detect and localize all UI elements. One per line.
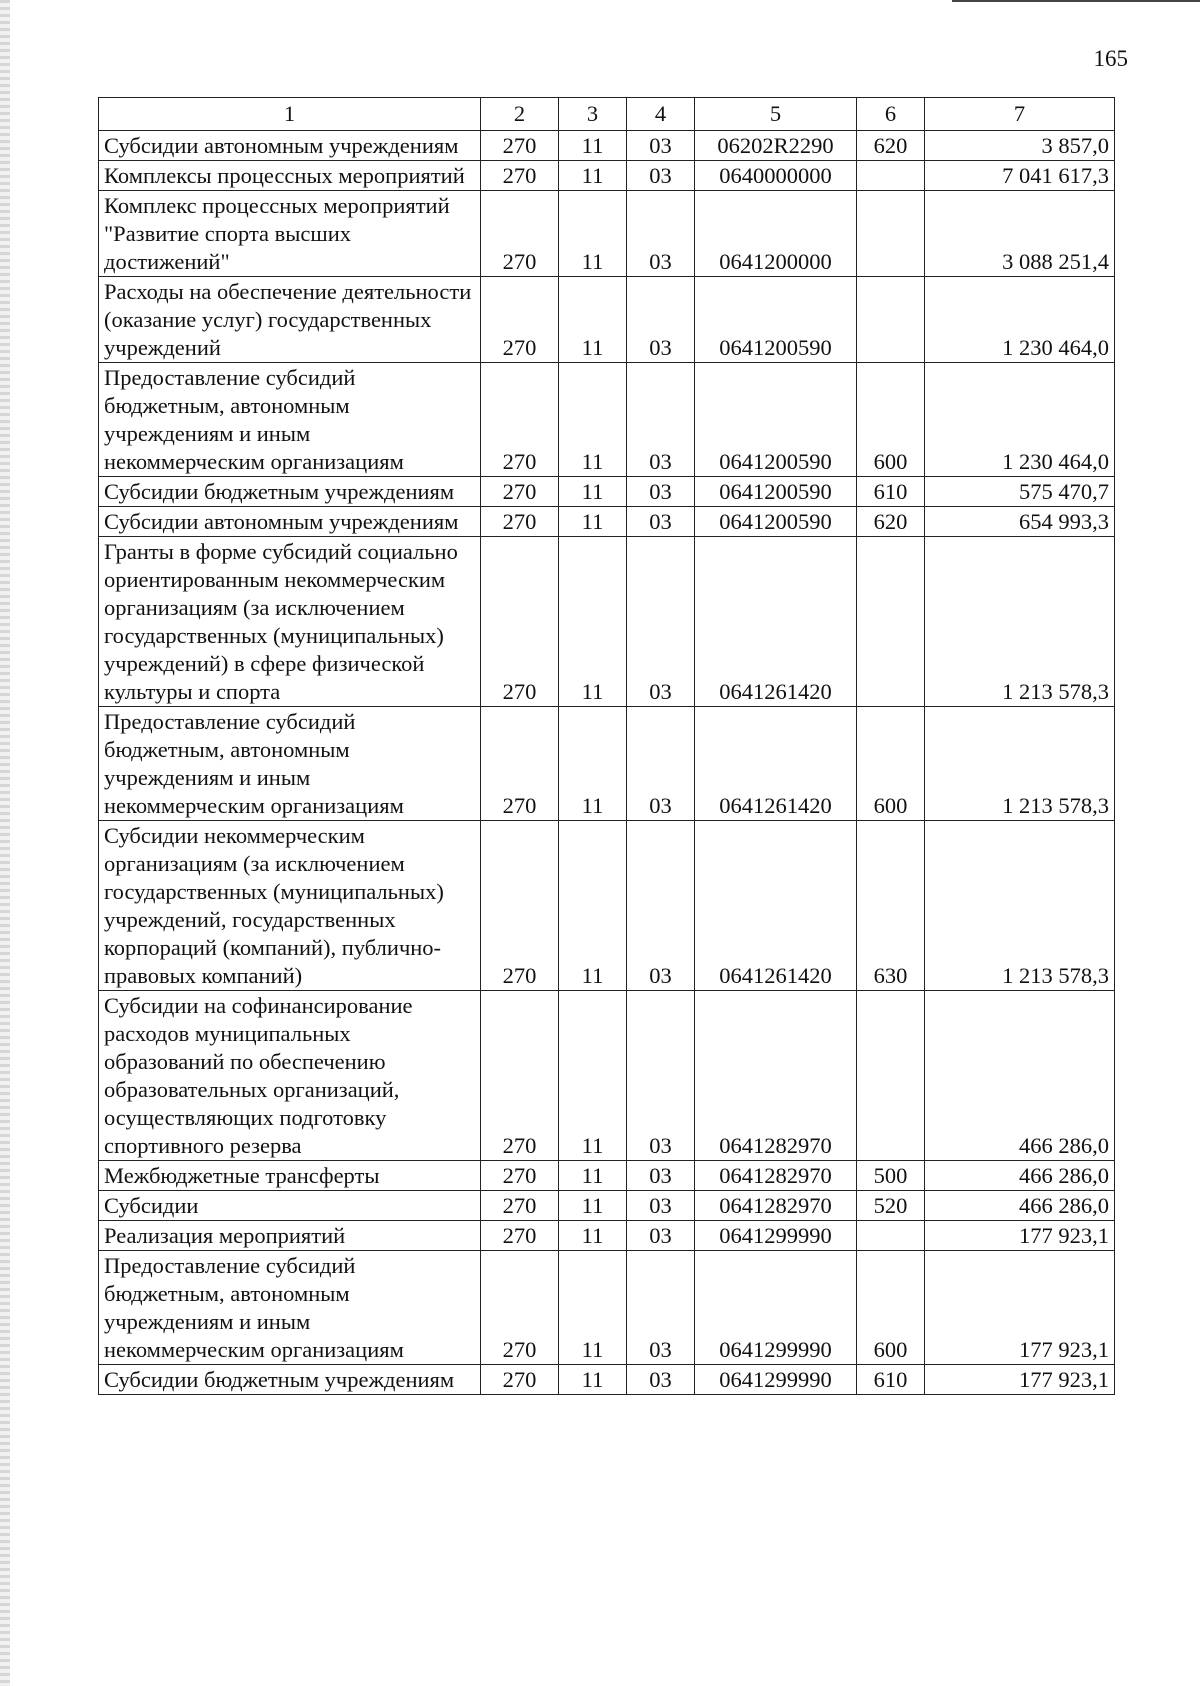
cell-item-name: Субсидии некоммерческим организациям (за исключением государственных (муниципальных) учреждений, государственных корпораций (компаний), публично-правовых компаний) — [99, 821, 481, 991]
cell-subsection-code: 03 — [627, 537, 695, 707]
cell-amount: 575 470,7 — [925, 477, 1115, 507]
cell-subsection-code: 03 — [627, 477, 695, 507]
cell-item-name: Межбюджетные трансферты — [99, 1161, 481, 1191]
cell-ministry-code: 270 — [481, 1191, 559, 1221]
cell-ministry-code: 270 — [481, 821, 559, 991]
cell-item-name: Предоставление субсидий бюджетным, автономным учреждениям и иным некоммерческим организациям — [99, 363, 481, 477]
cell-subsection-code: 03 — [627, 1191, 695, 1221]
cell-subsection-code: 03 — [627, 1161, 695, 1191]
cell-subsection-code: 03 — [627, 821, 695, 991]
cell-expense-type-code — [857, 277, 925, 363]
cell-amount: 3 088 251,4 — [925, 191, 1115, 277]
cell-subsection-code: 03 — [627, 507, 695, 537]
table-row — [99, 1161, 1115, 1191]
cell-item-name: Субсидии автономным учреждениям — [99, 507, 481, 537]
cell-section-code: 11 — [559, 991, 627, 1161]
cell-target-article-code: 0641299990 — [695, 1365, 857, 1395]
cell-subsection-code: 03 — [627, 1221, 695, 1251]
page-number: 165 — [1093, 46, 1128, 71]
scan-edge — [0, 0, 10, 1686]
cell-amount: 654 993,3 — [925, 507, 1115, 537]
cell-ministry-code: 270 — [481, 477, 559, 507]
cell-ministry-code: 270 — [481, 507, 559, 537]
table-row — [99, 131, 1115, 161]
cell-subsection-code: 03 — [627, 161, 695, 191]
cell-expense-type-code — [857, 537, 925, 707]
column-index: 7 — [925, 98, 1115, 131]
table-row — [99, 537, 1115, 707]
cell-target-article-code: 0641261420 — [695, 707, 857, 821]
cell-section-code: 11 — [559, 507, 627, 537]
cell-expense-type-code: 610 — [857, 1365, 925, 1395]
cell-ministry-code: 270 — [481, 991, 559, 1161]
cell-ministry-code: 270 — [481, 1221, 559, 1251]
cell-target-article-code: 0641299990 — [695, 1221, 857, 1251]
cell-target-article-code: 0641299990 — [695, 1251, 857, 1365]
cell-expense-type-code — [857, 191, 925, 277]
column-index: 3 — [559, 98, 627, 131]
cell-subsection-code: 03 — [627, 191, 695, 277]
cell-target-article-code: 0640000000 — [695, 161, 857, 191]
table-row — [99, 1191, 1115, 1221]
scan-rule — [952, 0, 1200, 2]
cell-section-code: 11 — [559, 707, 627, 821]
table-row — [99, 991, 1115, 1161]
cell-amount: 1 213 578,3 — [925, 537, 1115, 707]
column-index: 4 — [627, 98, 695, 131]
cell-target-article-code: 0641200000 — [695, 191, 857, 277]
cell-ministry-code: 270 — [481, 363, 559, 477]
cell-target-article-code: 0641282970 — [695, 1191, 857, 1221]
cell-target-article-code: 0641200590 — [695, 507, 857, 537]
cell-ministry-code: 270 — [481, 707, 559, 821]
table-row — [99, 363, 1115, 477]
cell-section-code: 11 — [559, 821, 627, 991]
cell-ministry-code: 270 — [481, 1161, 559, 1191]
table-row — [99, 277, 1115, 363]
cell-subsection-code: 03 — [627, 363, 695, 477]
cell-target-article-code: 0641200590 — [695, 277, 857, 363]
cell-item-name: Субсидии — [99, 1191, 481, 1221]
cell-section-code: 11 — [559, 191, 627, 277]
cell-amount: 1 213 578,3 — [925, 821, 1115, 991]
cell-expense-type-code — [857, 991, 925, 1161]
cell-item-name: Предоставление субсидий бюджетным, автономным учреждениям и иным некоммерческим организациям — [99, 1251, 481, 1365]
column-index: 6 — [857, 98, 925, 131]
cell-expense-type-code: 600 — [857, 363, 925, 477]
cell-amount: 1 230 464,0 — [925, 277, 1115, 363]
cell-amount: 177 923,1 — [925, 1251, 1115, 1365]
cell-amount: 466 286,0 — [925, 1161, 1115, 1191]
cell-section-code: 11 — [559, 1365, 627, 1395]
cell-item-name: Расходы на обеспечение деятельности (оказание услуг) государственных учреждений — [99, 277, 481, 363]
column-index: 2 — [481, 98, 559, 131]
column-index: 5 — [695, 98, 857, 131]
cell-target-article-code: 06202R2290 — [695, 131, 857, 161]
cell-item-name: Субсидии бюджетным учреждениям — [99, 477, 481, 507]
cell-expense-type-code: 610 — [857, 477, 925, 507]
cell-expense-type-code: 520 — [857, 1191, 925, 1221]
cell-target-article-code: 0641261420 — [695, 821, 857, 991]
cell-amount: 1 213 578,3 — [925, 707, 1115, 821]
table-row — [99, 161, 1115, 191]
cell-ministry-code: 270 — [481, 191, 559, 277]
table-row — [99, 477, 1115, 507]
table-row — [99, 821, 1115, 991]
cell-subsection-code: 03 — [627, 277, 695, 363]
table-row — [99, 707, 1115, 821]
cell-ministry-code: 270 — [481, 131, 559, 161]
cell-item-name: Комплекс процессных мероприятий "Развитие спорта высших достижений" — [99, 191, 481, 277]
cell-item-name: Субсидии на софинансирование расходов муниципальных образований по обеспечению образовательных организаций, осуществляющих подготовку спортивного резерва — [99, 991, 481, 1161]
cell-item-name: Субсидии бюджетным учреждениям — [99, 1365, 481, 1395]
cell-target-article-code: 0641200590 — [695, 363, 857, 477]
table-row — [99, 1221, 1115, 1251]
cell-item-name: Гранты в форме субсидий социально ориентированным некоммерческим организациям (за исключением государственных (муниципальных) учреждений) в сфере физической культуры и спорта — [99, 537, 481, 707]
table-row — [99, 1251, 1115, 1365]
cell-section-code: 11 — [559, 477, 627, 507]
cell-subsection-code: 03 — [627, 707, 695, 821]
cell-item-name: Комплексы процессных мероприятий — [99, 161, 481, 191]
cell-expense-type-code: 600 — [857, 1251, 925, 1365]
cell-section-code: 11 — [559, 1221, 627, 1251]
cell-expense-type-code: 620 — [857, 131, 925, 161]
cell-target-article-code: 0641261420 — [695, 537, 857, 707]
cell-item-name: Субсидии автономным учреждениям — [99, 131, 481, 161]
cell-expense-type-code: 600 — [857, 707, 925, 821]
cell-section-code: 11 — [559, 537, 627, 707]
cell-amount: 3 857,0 — [925, 131, 1115, 161]
cell-amount: 177 923,1 — [925, 1221, 1115, 1251]
cell-subsection-code: 03 — [627, 131, 695, 161]
cell-subsection-code: 03 — [627, 1365, 695, 1395]
cell-target-article-code: 0641200590 — [695, 477, 857, 507]
cell-amount: 1 230 464,0 — [925, 363, 1115, 477]
cell-expense-type-code — [857, 1221, 925, 1251]
cell-ministry-code: 270 — [481, 1365, 559, 1395]
cell-expense-type-code: 500 — [857, 1161, 925, 1191]
column-index-row — [99, 98, 1115, 131]
cell-item-name: Предоставление субсидий бюджетным, автономным учреждениям и иным некоммерческим организациям — [99, 707, 481, 821]
cell-section-code: 11 — [559, 1251, 627, 1365]
cell-expense-type-code — [857, 161, 925, 191]
cell-ministry-code: 270 — [481, 1251, 559, 1365]
cell-amount: 177 923,1 — [925, 1365, 1115, 1395]
cell-section-code: 11 — [559, 161, 627, 191]
cell-expense-type-code: 630 — [857, 821, 925, 991]
cell-ministry-code: 270 — [481, 161, 559, 191]
cell-expense-type-code: 620 — [857, 507, 925, 537]
cell-subsection-code: 03 — [627, 991, 695, 1161]
cell-ministry-code: 270 — [481, 277, 559, 363]
cell-section-code: 11 — [559, 277, 627, 363]
cell-target-article-code: 0641282970 — [695, 1161, 857, 1191]
table-row — [99, 507, 1115, 537]
cell-section-code: 11 — [559, 1191, 627, 1221]
cell-ministry-code: 270 — [481, 537, 559, 707]
table-row — [99, 191, 1115, 277]
cell-section-code: 11 — [559, 363, 627, 477]
column-index: 1 — [99, 98, 481, 131]
cell-amount: 7 041 617,3 — [925, 161, 1115, 191]
table-row — [99, 1365, 1115, 1395]
budget-table — [98, 97, 1115, 1395]
cell-section-code: 11 — [559, 1161, 627, 1191]
cell-amount: 466 286,0 — [925, 1191, 1115, 1221]
cell-item-name: Реализация мероприятий — [99, 1221, 481, 1251]
cell-subsection-code: 03 — [627, 1251, 695, 1365]
cell-target-article-code: 0641282970 — [695, 991, 857, 1161]
cell-amount: 466 286,0 — [925, 991, 1115, 1161]
cell-section-code: 11 — [559, 131, 627, 161]
